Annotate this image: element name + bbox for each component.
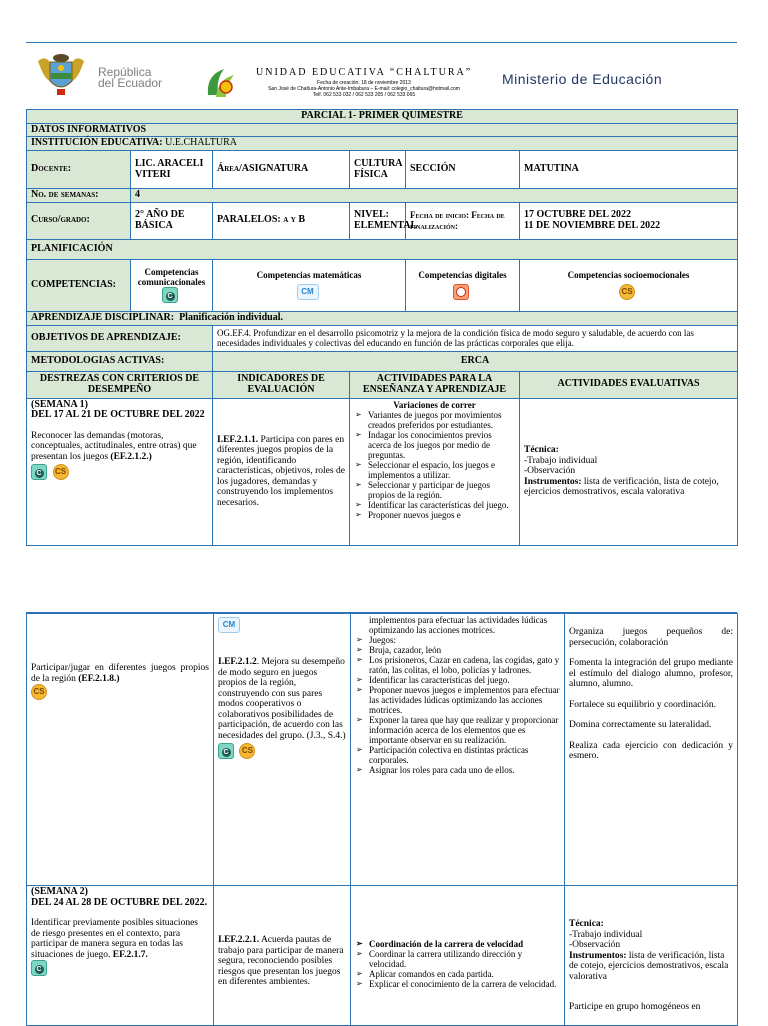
activity-item: ➢ Proponer nuevos juegos e (368, 510, 515, 520)
week1-label: (SEMANA 1) (31, 398, 88, 410)
document-page-2 (26, 612, 737, 1025)
comp-matematicas (213, 259, 406, 311)
week1-icons (31, 464, 208, 480)
week1-destreza-cell (27, 398, 213, 545)
fecha-fin: 11 DE NOVIEMBRE DEL 2022 (524, 219, 661, 231)
week2-c-icon: C (31, 960, 47, 976)
activity-item: ➢ Los prisioneros, Cazar en cadena, las cogidas, gato y ratón, las colitas, el lobo, policías y ladrones. (369, 655, 560, 675)
institucion-label: INSTITUCIÓN EDUCATIVA: (31, 137, 163, 149)
evaluative-item: Realiza cada ejercicio con dedicación y esmero. (569, 740, 733, 761)
ecuador-coat-of-arms-icon (36, 51, 86, 97)
docente-value: LIC. ARACELI VITERI (131, 151, 213, 189)
document-header (26, 43, 737, 109)
week1-destreza-text: Reconocer las demandas (motoras, conceptuales, actitudinales, entre otras) que presentan los juegos (31, 430, 197, 462)
area-label: Área/ASIGNATURA (213, 151, 350, 189)
week1-destreza-code: (EF.2.1.2.) (110, 451, 152, 462)
matematica-cm-icon: CM (297, 284, 319, 300)
p2-destreza (31, 663, 209, 684)
week2-destreza-code: EF.2.1.7. (112, 949, 148, 960)
planning-table-continued (26, 613, 738, 1026)
week2-label: (SEMANA 2) (31, 886, 88, 897)
comp-digitales-label: Competencias digitales (418, 269, 507, 280)
col-indicadores: INDICADORES DE EVALUACIÓN (213, 371, 350, 398)
week1-tecnica-item: -Trabajo individual (524, 455, 598, 466)
datos-informativos-heading: DATOS INFORMATIVOS (27, 123, 738, 137)
week1-indicador-text: Participa con pares en diferentes juegos propios de la región, identificando características, objetivos, roles de los jugadores, demandas y construyendo los implementos necesarios. (217, 434, 345, 508)
fecha-inicio: 17 OCTUBRE DEL 2022 (524, 209, 631, 220)
week2-destreza-text: Identificar previamente posibles situaciones de riesgo presentes en el contexto, para participar de manera segura en todas las situaciones de juego. (31, 918, 198, 960)
metodologias-label: METODOLOGIAS ACTIVAS: (27, 351, 213, 371)
week2-instrumentos (569, 951, 733, 983)
school-logo-icon (204, 65, 236, 99)
activity-item: ➢ Coordinar la carrera utilizando dirección y velocidad. (369, 949, 560, 969)
week1-dates: DEL 17 AL 21 DE OCTUBRE DEL 2022 (31, 409, 205, 420)
activity-item: ➢ Proponer nuevos juegos e implementos para efectuar las actividades lúdicas optimizando las acciones motrices. (369, 685, 560, 715)
week2-indicador (218, 935, 346, 988)
week2-instrumentos-label: Instrumentos: (569, 950, 627, 961)
week2-destreza (31, 918, 209, 960)
week1-c-icon: C (31, 464, 47, 480)
activity-item: ➢ Seleccionar y participar de juegos propios de la región. (368, 480, 515, 500)
col-destrezas: DESTREZAS CON CRITERIOS DE DESEMPEÑO (27, 371, 213, 398)
week1-indicador (213, 398, 350, 545)
p2-destreza-text: Participar/jugar en diferentes juegos propios de la región (31, 663, 209, 684)
col-evaluativas: ACTIVIDADES EVALUATIVAS (520, 371, 738, 398)
aprendizaje-value: Planificación individual. (179, 311, 283, 323)
week2-indicador-code: I.EF.2.2.1. (218, 935, 260, 945)
p2-evaluativas-list (569, 627, 733, 762)
ecuador-text: del Ecuador (98, 76, 163, 90)
week1-actividades-list (354, 410, 515, 520)
week2-actividades-cell (351, 886, 565, 1026)
paralelos-label: PARALELOS: (217, 214, 281, 226)
week2-actividades-list (355, 939, 560, 989)
competencias-label: COMPETENCIAS: (27, 259, 131, 311)
week2-indicador-text: Acuerda pautas de trabajo para participar de manera segura, reconociendo posibles riesgos que presentan los juegos en diferentes ambientes. (218, 935, 344, 987)
aprendizaje-label: APRENDIZAJE DISCIPLINAR: (31, 311, 175, 323)
week1-instrumentos-label: Instrumentos: (524, 476, 582, 487)
metodologias-value: ERCA (213, 351, 738, 371)
school-phones: Telf. 062 533 032 / 062 533 205 / 062 533 065 (312, 92, 416, 98)
document-page-1 (26, 42, 737, 568)
nivel-cell: NIVEL: ELEMENTAL (350, 202, 406, 239)
comp-digitales (406, 259, 520, 311)
curso-value: 2° AÑO DE BÁSICA (131, 202, 213, 239)
planificacion-heading: PLANIFICACIÓN (27, 239, 738, 259)
ministerio-title: Ministerio de Educación (502, 71, 663, 87)
week2-tecnica-item: -Trabajo individual (569, 929, 643, 940)
week1-actividades-title: Variaciones de correr (393, 399, 476, 410)
seccion-label: SECCIÓN (406, 151, 520, 189)
evaluative-item: Domina correctamente su lateralidad. (569, 720, 712, 730)
week2-evaluativa-text: Participe en grupo homogéneos en (569, 1002, 701, 1012)
objetivos-label: OBJETIVOS DE APRENDIZAJE: (27, 325, 213, 351)
activity-item: ➢ Aplicar comandos en cada partida. (369, 969, 560, 979)
objetivos-value: OG.EF.4. Profundizar en el desarrollo psicomotriz y la mejora de la condición física de modo seguro y saludable, de acuerdo con las necesidades individuales y colectivas del educando en función de las prácticas corporales que elija. (213, 325, 738, 351)
school-name: UNIDAD EDUCATIVA “CHALTURA” (256, 67, 473, 78)
p2-actividades-cell (351, 614, 565, 886)
fechas-value (520, 202, 738, 239)
week2-indicador-cell (214, 886, 351, 1026)
parcial-title: PARCIAL 1- PRIMER QUIMESTRE (27, 110, 738, 124)
comp-socio-label: Competencias socioemocionales (567, 269, 690, 280)
comp-socioemocionales (520, 259, 738, 311)
week2-evaluativas-cell (565, 886, 738, 1026)
week2-tecnica-label: Técnica: (569, 919, 604, 929)
activity-item: ➢ Identificar las características del juego. (369, 675, 560, 685)
p2-indicador (218, 657, 346, 741)
socioemocional-cs-icon: CS (619, 284, 635, 300)
p2-cm-icon: CM (218, 617, 240, 633)
activity-item: ➢ Explicar el conocimiento de la carrera de velocidad. (369, 979, 560, 989)
aprendizaje-row (27, 311, 738, 325)
p2-c-icon: C (218, 743, 234, 759)
evaluative-item: Organiza juegos pequeños de: persecución, colaboración (569, 627, 733, 648)
week1-tecnica-label: Técnica: (524, 445, 559, 456)
planning-table (26, 109, 738, 546)
week1-evaluativas (520, 398, 738, 545)
institucion-row (27, 137, 738, 151)
week1-actividades (350, 398, 520, 545)
curso-label: Curso/grado: (27, 202, 131, 239)
col-actividades: ACTIVIDADES PARA LA ENSEÑANZA Y APRENDIZAJE (350, 371, 520, 398)
area-value: CULTURA FÍSICA (350, 151, 406, 189)
week1-instrumentos-text: lista de verificación, lista de cotejo, ejercicios demostrativos, escala valorativa (524, 476, 719, 498)
paralelos-value: a y B (283, 214, 305, 226)
p2-actividades-cont: implementos para efectuar las actividades lúdicas optimizando las acciones motrices. (369, 615, 548, 635)
activity-item: ➢ Indagar los conocimientos previos acerca de los juegos por medio de preguntas. (368, 430, 515, 460)
comunicacional-c-icon: C (162, 287, 178, 303)
activity-item: ➢ Participación colectiva en distintas prácticas corporales. (369, 745, 560, 765)
week1-instrumentos (524, 477, 733, 498)
p2-cs-icon-2: CS (239, 743, 255, 759)
semanas-label: No. de semanas: (27, 189, 131, 203)
week2-tecnica-item: -Observación (569, 940, 621, 950)
p2-indicador-cell (214, 614, 351, 886)
school-creation-date: Fecha de creación: 18 de noviembre 2013 (317, 80, 411, 86)
p2-cs-icon: CS (31, 684, 47, 700)
activity-item: ➢ Identificar las características del juego. (368, 500, 515, 510)
paralelos-cell (213, 202, 350, 239)
seccion-value: MATUTINA (520, 151, 738, 189)
digital-cd-icon (453, 284, 469, 300)
week1-cs-icon: CS (53, 464, 69, 480)
p2-destreza-code: (EF.2.1.8.) (78, 673, 120, 684)
comp-matematicas-label: Competencias matemáticas (256, 269, 362, 280)
evaluative-item: Fomenta la integración del grupo mediante el estímulo del dialogo alumno, profesor, alumno, alumno. (569, 658, 733, 689)
week1-indicador-code: I.EF.2.1.1. (217, 434, 259, 445)
activity-item: ➢ Seleccionar el espacio, los juegos e implementos a utilizar. (368, 460, 515, 480)
evaluative-item: Fortalece su equilibrio y coordinación. (569, 699, 716, 710)
week2-destreza-cell (27, 886, 214, 1026)
week1-destreza (31, 431, 208, 463)
comp-comunicacionales (131, 259, 213, 311)
p2-actividades-list (355, 635, 560, 775)
activity-item: ➢ Juegos: (369, 635, 560, 645)
docente-label: Docente: (27, 151, 131, 189)
p2-indicador-icons (218, 743, 346, 759)
republica-logo-text (98, 67, 162, 89)
semanas-value: 4 (131, 189, 738, 203)
p2-destreza-cell (27, 614, 214, 886)
comp-comunicacionales-label: Competencias comunicacionales (137, 267, 206, 287)
fechas-label: Fecha de inicio: Fecha de finalización: (406, 202, 520, 239)
activity-item: ➢ Exponer la tarea que hay que realizar y proporcionar información acerca de los elementos que es importante observar en su realización. (369, 715, 560, 745)
p2-indicador-code: I.EF.2.1.2 (218, 657, 257, 667)
p2-indicador-text: . Mejora su desempeño de modo seguro en juegos propios de la región, construyendo con sus pares modos cooperativos o colaborativos posibilidades de participación, de acuerdo con las necesidades del grupo. (J.3., S.4.) (218, 657, 346, 741)
activity-item: ➢ Asignar los roles para cada uno de ellos. (369, 765, 560, 775)
week1-tecnica-item: -Observación (524, 466, 576, 477)
week2-actividades-title: ➢ Coordinación de la carrera de velocidad (369, 939, 560, 949)
p2-evaluativas-cell (565, 614, 738, 886)
republica-text: República (98, 65, 152, 79)
week2-dates: DEL 24 AL 28 DE OCTUBRE DEL 2022. (31, 896, 208, 908)
school-address: San José de Chaltura-Antonio Ante-Imbabura – E-mail: colegio_chaltura@hotmail.com (268, 86, 460, 92)
institucion-value: U.E.CHALTURA (162, 137, 237, 149)
week2-instrumentos-text: lista de verificación, lista de cotejo, ejercicios demostrativos, escala valorativa (569, 950, 729, 982)
activity-item: ➢ Bruja, cazador, león (369, 645, 560, 655)
activity-item: ➢ Variantes de juegos por movimientos creados preferidos por estudiantes. (368, 410, 515, 430)
